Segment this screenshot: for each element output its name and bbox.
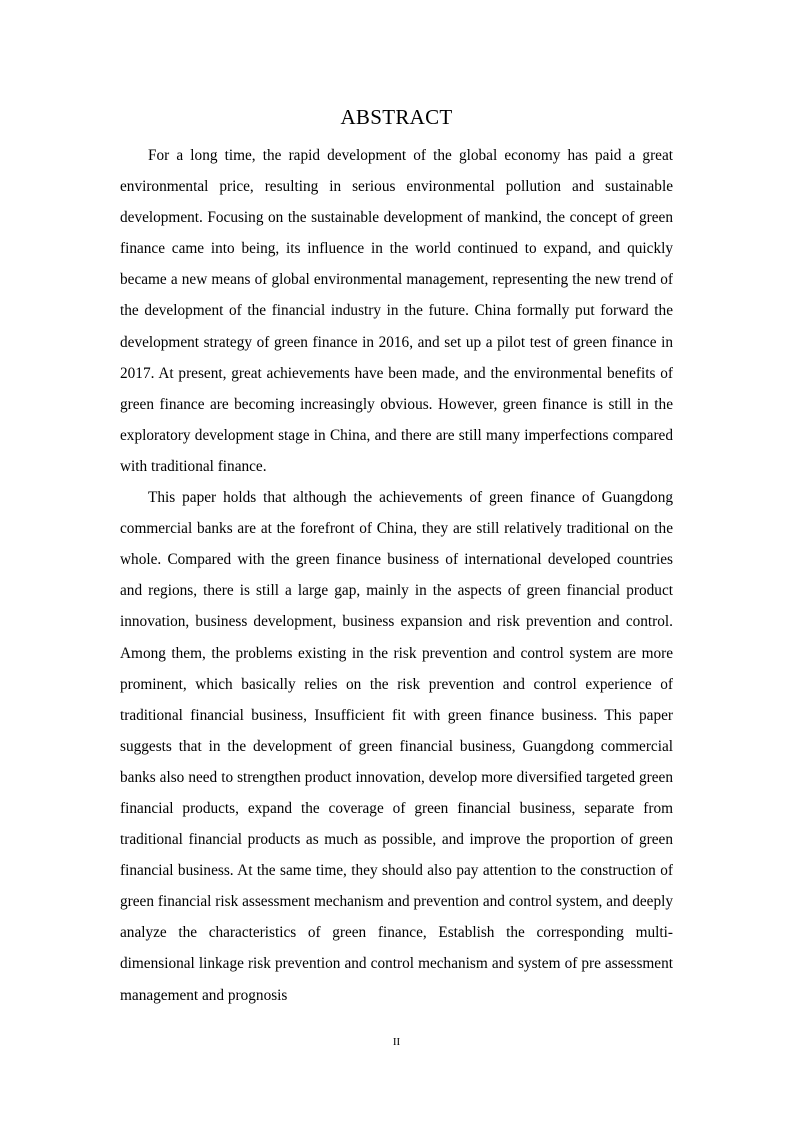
page-number: II [392,1036,401,1048]
page-title: ABSTRACT [340,105,453,129]
abstract-paragraph-2: This paper holds that although the achievements of green finance of Guangdong commercial banks are at the forefront of China, they are still relatively traditional on the whole. Compared with the green finance business of international developed countries and regions, there is still a large gap, mainly in the aspects of green financial product innovation, business development, business expansion and risk prevention and control. Among them, the problems existing in the risk prevention and control system are more prominent, which basically relies on the risk prevention and control experience of traditional financial business, Insufficient fit with green finance business. This paper suggests that in the development of green financial business, Guangdong commercial banks also need to strengthen product innovation, develop more diversified targeted green financial products, expand the coverage of green financial business, separate from traditional financial products as much as possible, and improve the proportion of green financial business. At the same time, they should also pay attention to the construction of green financial risk assessment mechanism and prevention and control system, and deeply analyze the characteristics of green finance, Establish the corresponding multi-dimensional linkage risk prevention and control mechanism and system of pre assessment management and prognosis [120,489,673,1004]
abstract-body [120,140,673,1011]
abstract-paragraph-1: For a long time, the rapid development of the global economy has paid a great environmental price, resulting in serious environmental pollution and sustainable development. Focusing on the sustainable development of mankind, the concept of green finance came into being, its influence in the world continued to expand, and quickly became a new means of global environmental management, representing the new trend of the development of the financial industry in the future. China formally put forward the development strategy of green finance in 2016, and set up a pilot test of green finance in 2017. At present, great achievements have been made, and the environmental benefits of green finance are becoming increasingly obvious. However, green finance is still in the exploratory development stage in China, and there are still many imperfections compared with traditional finance. [120,147,673,475]
